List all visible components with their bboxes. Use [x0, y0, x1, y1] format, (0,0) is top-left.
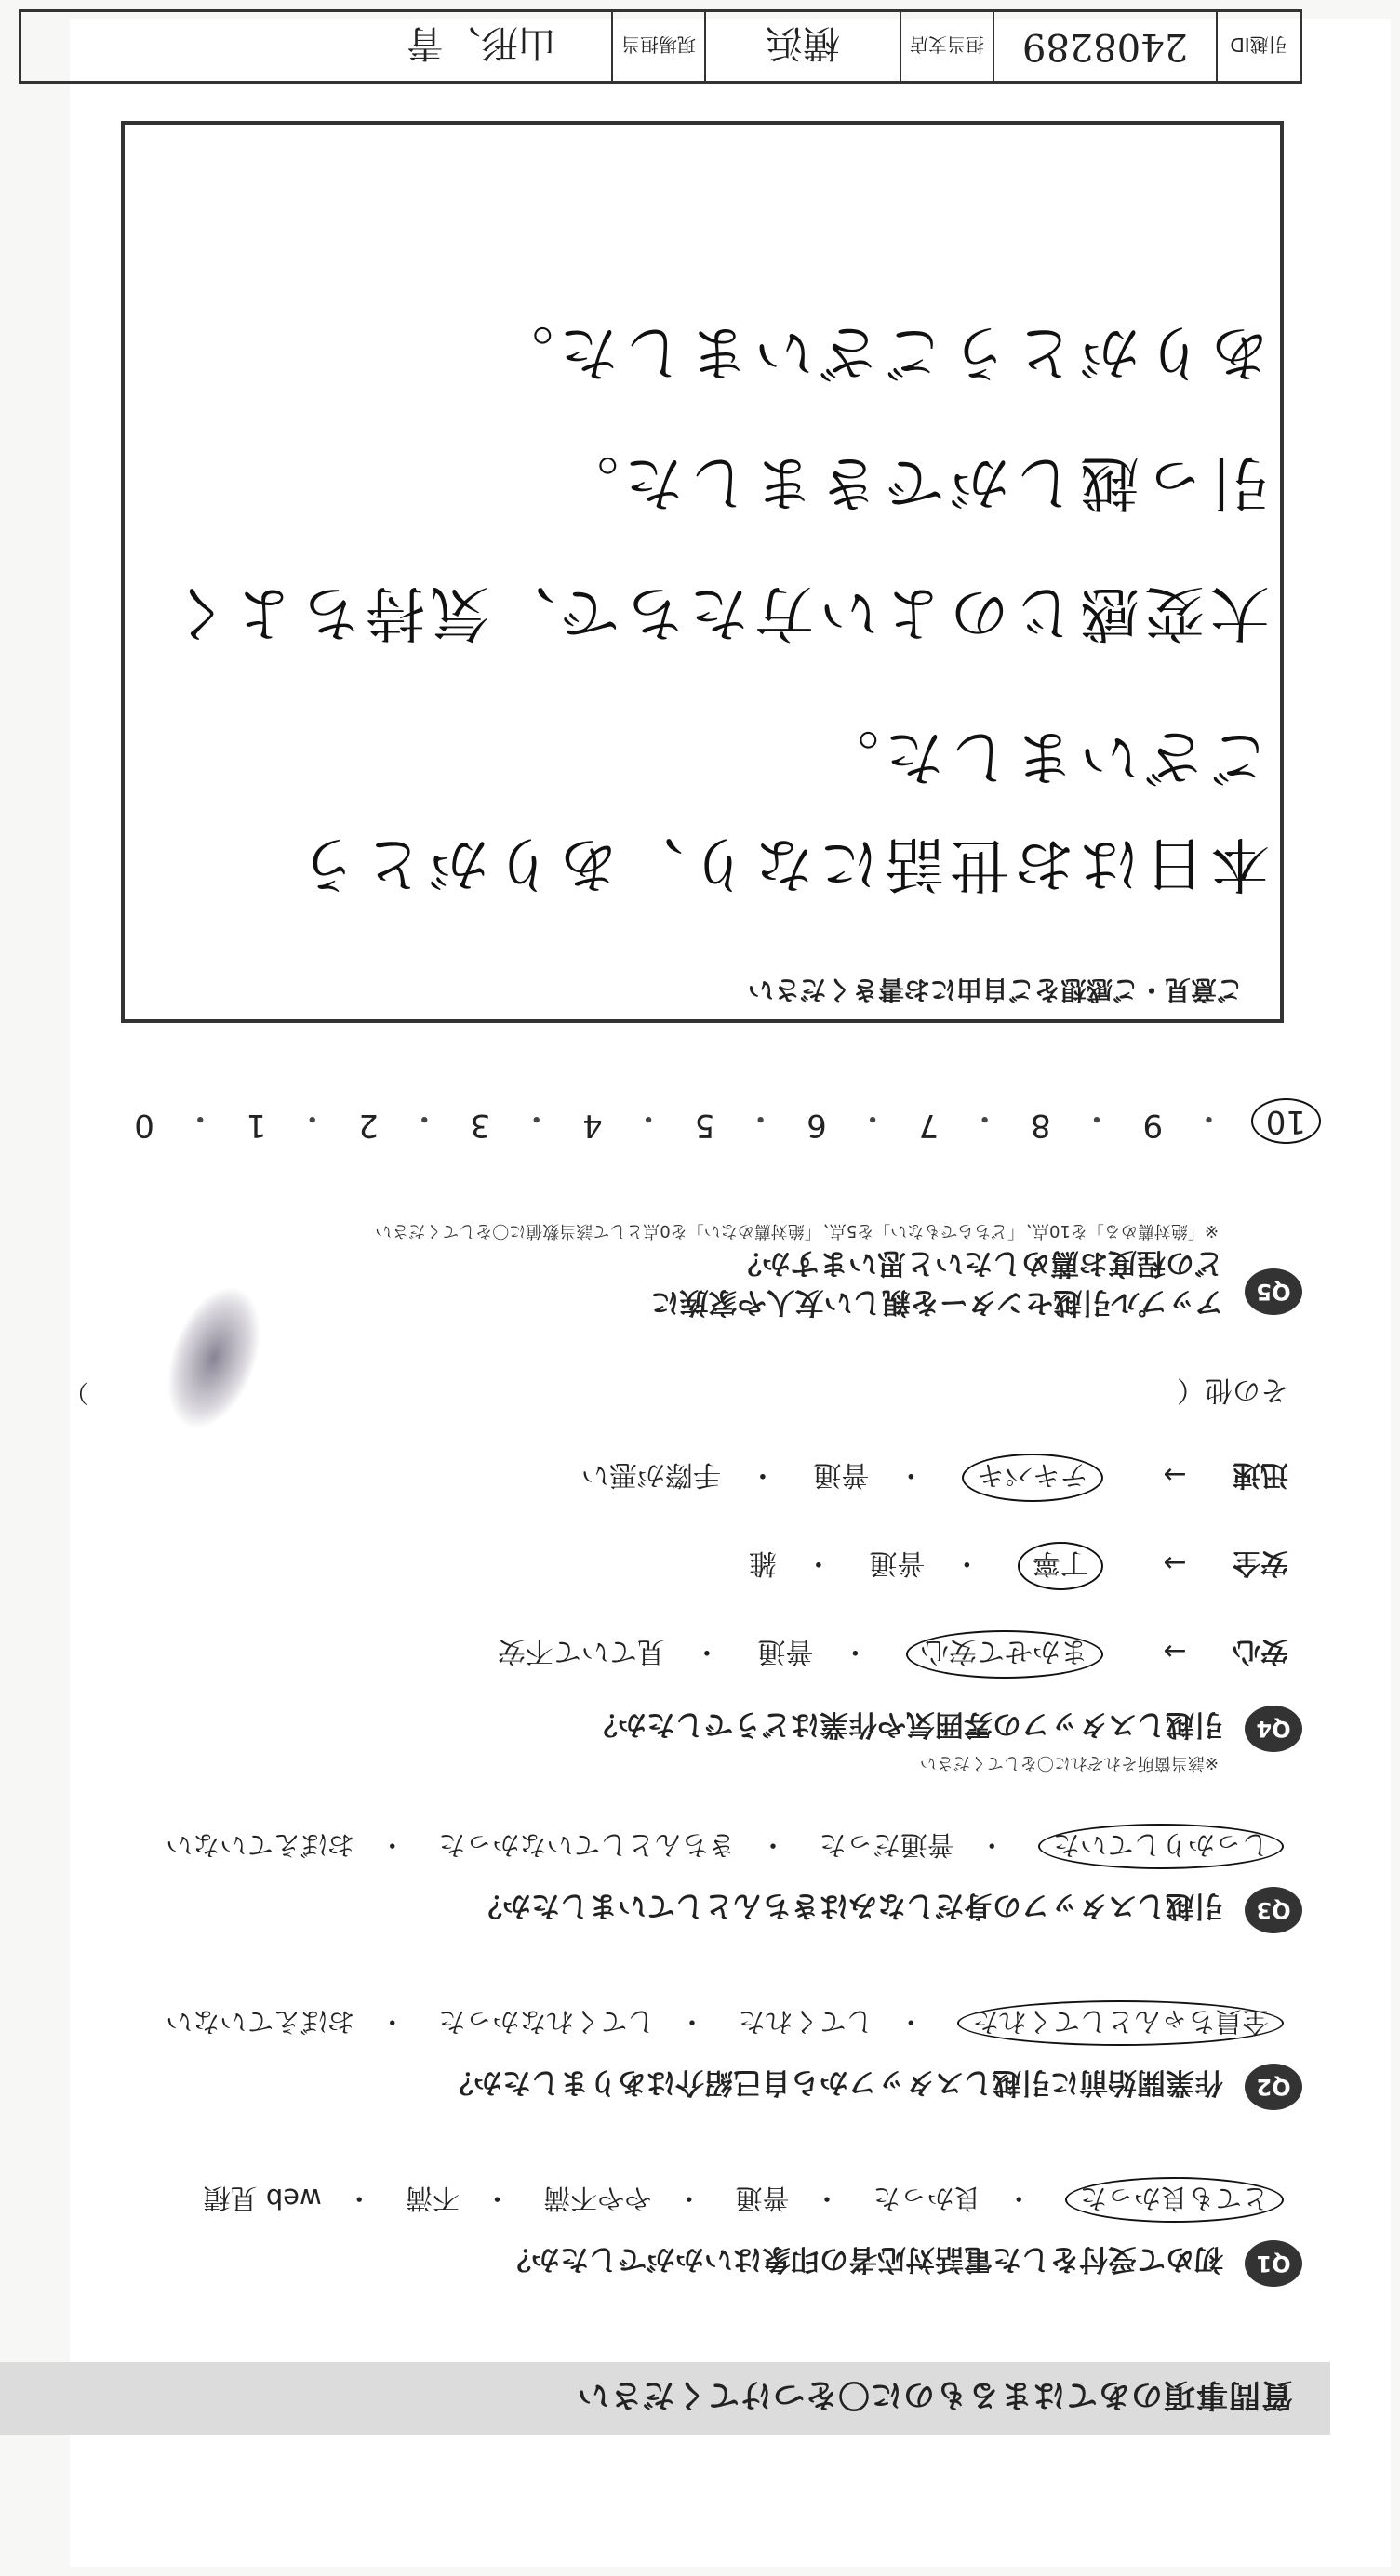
q3-option[interactable]: おぼえていない — [166, 1829, 355, 1861]
handwritten-line: 引っ越しができました。 — [553, 447, 1270, 516]
q4-option-selected[interactable]: 丁寧 — [1018, 1542, 1103, 1590]
q4-other-label: その他（ — [1177, 1374, 1288, 1406]
q2-option[interactable]: してくれた — [738, 2006, 873, 2038]
q1-option-selected[interactable]: とても良かった — [1065, 2177, 1284, 2223]
q4-row-label: 安全 — [1233, 1547, 1288, 1579]
q4-option[interactable]: 手際が悪い — [580, 1458, 721, 1491]
q4-row-anshin: 安心 → まかせて安心 ・普通 ・見ていて不安 — [498, 1630, 1288, 1679]
q4-row-anzen: 安全 → 丁寧 ・普通 ・雑 — [749, 1542, 1288, 1590]
q4-note: ※該当箇所それぞれに〇をしてください — [919, 1753, 1219, 1773]
q1-option[interactable]: 普通 — [735, 2183, 790, 2214]
branch-value: 横浜 — [704, 12, 900, 81]
q4-option[interactable]: 雑 — [748, 1547, 777, 1579]
q5-score[interactable]: 4 — [582, 1107, 603, 1144]
q4-row-jinsoku: 迅速 → テキパキ ・普通 ・手際が悪い — [581, 1454, 1288, 1502]
q1-options: とても良かった ・良かった ・普通 ・やや不満 ・不満 ・web 見積 — [204, 2177, 1284, 2223]
q5-score[interactable]: 9 — [1142, 1107, 1164, 1144]
q3-options: しっかりしていた ・普通だった ・きちんとしていなかった ・おぼえていない — [166, 1824, 1284, 1869]
id-row — [19, 9, 1302, 84]
q2-badge-icon: Q2 — [1245, 2064, 1302, 2110]
q4-option[interactable]: 見ていて不安 — [497, 1635, 665, 1667]
id-label: 引越ID — [1216, 12, 1300, 81]
q5-score-selected[interactable]: 10 — [1251, 1098, 1321, 1144]
handwritten-line: 本日はお世話になり、ありがとう — [293, 829, 1270, 897]
q5-score[interactable]: 7 — [918, 1107, 940, 1144]
arrow-right-icon: → — [1163, 1635, 1187, 1667]
q5-note: ※「絶対薦める」を10点、「どちらでもない」を5点、「絶対薦めない」を0点として該当数値に〇をしてください — [375, 1221, 1219, 1241]
q3-text: 引越しスタッフの身だしなみはきちんとしていましたか？ — [473, 1889, 1223, 1922]
handwritten-line: 大変感じのよい方たちで、気持ちよく — [164, 578, 1270, 646]
branch-label: 担当支店 — [900, 12, 993, 81]
q5-score[interactable]: 8 — [1030, 1107, 1051, 1144]
q5-badge-icon: Q5 — [1245, 1268, 1302, 1315]
id-value: 2408289 — [993, 12, 1216, 81]
q3-badge-icon: Q3 — [1245, 1887, 1302, 1933]
q4-option-selected[interactable]: まかせて安心 — [906, 1630, 1103, 1679]
q4-row-label: 迅速 — [1233, 1458, 1288, 1491]
q1-option[interactable]: web 見積 — [203, 2183, 322, 2214]
arrow-right-icon: → — [1163, 1547, 1187, 1579]
q1-option[interactable]: 不満 — [405, 2183, 460, 2214]
q5-text-line1: アップル引越センターを親しい友人や家族に — [650, 1285, 1223, 1319]
comment-heading: ご意見・ご感想をご自由にお書きください — [747, 975, 1243, 1005]
q5-scale: 10 ・ 9 ・ 8 ・ 7 ・ 6 ・ 5 ・ 4 ・ 3 ・ 2 ・ 1 ・ 0 — [130, 1098, 1321, 1144]
arrow-right-icon: → — [1163, 1458, 1187, 1491]
leader-label: 現場担当 — [611, 12, 704, 81]
q1-option[interactable]: 良かった — [873, 2183, 981, 2214]
q5-score[interactable]: 0 — [134, 1107, 154, 1144]
q5-score[interactable]: 1 — [246, 1107, 267, 1144]
leader-value: 山形、青 — [407, 21, 555, 65]
instruction-text: 質問事項のあてはまるものに〇をつけてください — [577, 2376, 1293, 2414]
q2-options: 全員ちゃんとしてくれた ・してくれた ・してくれなかった ・おぼえていない — [166, 2000, 1284, 2046]
q2-text: 作業開始前に引越しスタッフから自己紹介はありましたか？ — [445, 2065, 1223, 2099]
instruction-bar — [0, 2362, 1330, 2435]
q3-option[interactable]: 普通だった — [819, 1829, 954, 1861]
q3-option-selected[interactable]: しっかりしていた — [1038, 1824, 1284, 1869]
q4-text: 引越しスタッフの雰囲気や作業はどうでしたか？ — [589, 1707, 1223, 1741]
q5-score[interactable]: 5 — [694, 1107, 715, 1144]
q5-score[interactable]: 3 — [470, 1107, 491, 1144]
q1-option[interactable]: やや不満 — [543, 2183, 652, 2214]
q2-option[interactable]: してくれなかった — [438, 2006, 655, 2038]
q3-option[interactable]: きちんとしていなかった — [438, 1829, 736, 1861]
q1-text: 初めて受付をした電話対応者の印象はいかがでしたか？ — [502, 2242, 1223, 2276]
q4-badge-icon: Q4 — [1245, 1706, 1302, 1752]
q5-score[interactable]: 6 — [807, 1107, 827, 1144]
q4-option[interactable]: 普通 — [757, 1635, 814, 1667]
handwritten-line: ございました。 — [814, 722, 1270, 790]
q2-option-selected[interactable]: 全員ちゃんとしてくれた — [957, 2000, 1284, 2046]
q1-badge-icon: Q1 — [1245, 2240, 1302, 2287]
q4-other-close: ） — [63, 1378, 88, 1406]
q2-option[interactable]: おぼえていない — [166, 2006, 355, 2038]
q4-option-selected[interactable]: テキパキ — [962, 1454, 1103, 1502]
q4-row-label: 安心 — [1233, 1635, 1288, 1667]
q5-text-line2: どの程度お薦めしたいと思いますか？ — [733, 1246, 1223, 1280]
q4-option[interactable]: 普通 — [813, 1458, 870, 1491]
q4-other — [1177, 1373, 1288, 1414]
q4-option[interactable]: 普通 — [869, 1547, 926, 1579]
handwritten-line: ありがとうございました。 — [488, 317, 1270, 386]
q5-score[interactable]: 2 — [358, 1107, 379, 1144]
